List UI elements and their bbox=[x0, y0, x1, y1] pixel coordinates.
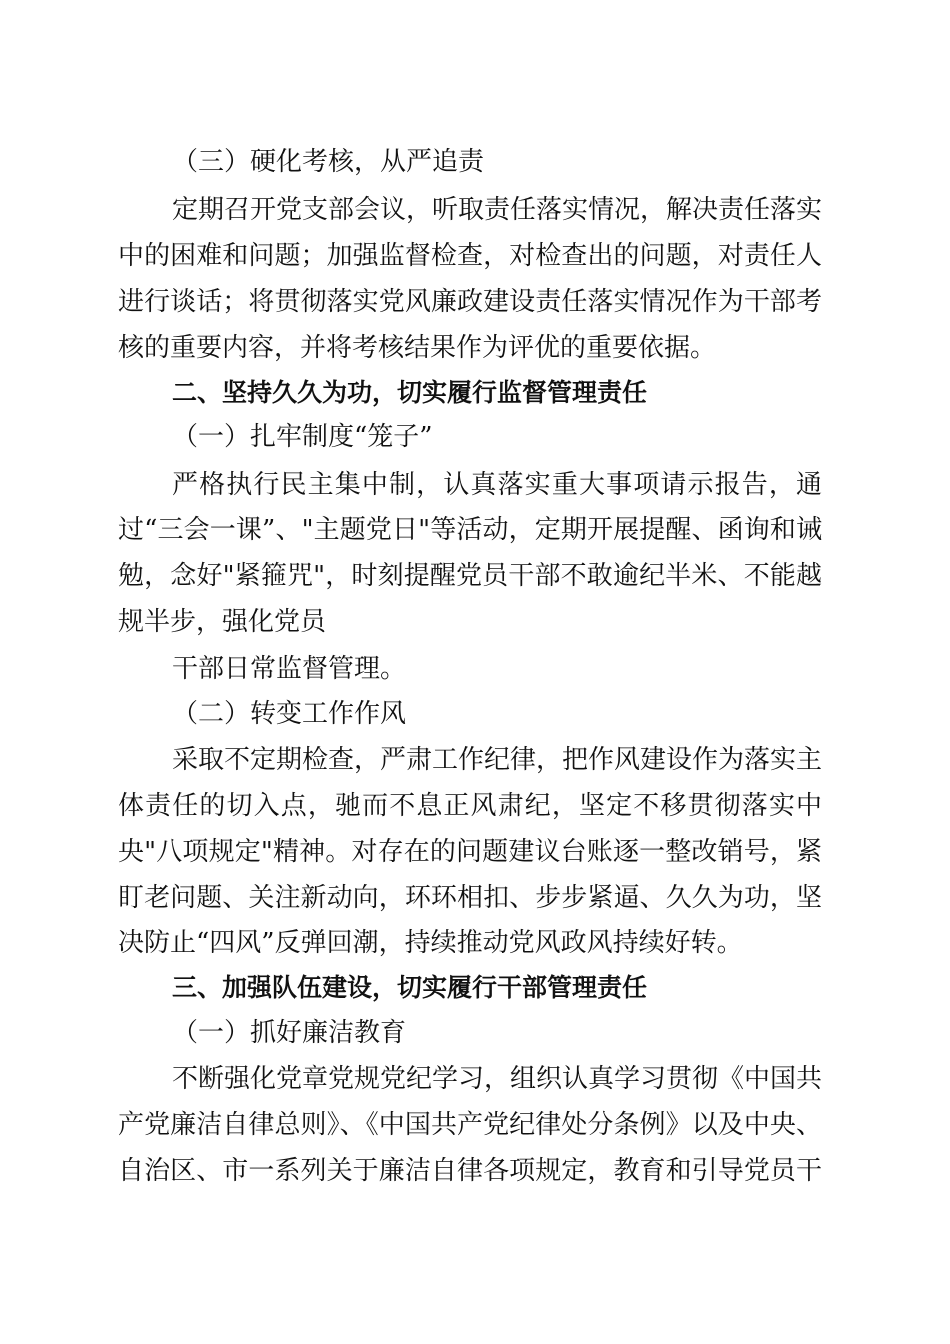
paragraph-line: 规半步，强化党员 bbox=[118, 607, 327, 637]
paragraph-line: 体责任的切入点，驰而不息正风肃纪，坚定不移贯彻落实中 bbox=[118, 791, 822, 821]
paragraph-line: 中的困难和问题；加强监督检查，对检查出的问题，对责任人 bbox=[118, 241, 822, 271]
paragraph-line: 定期召开党支部会议，听取责任落实情况，解决责任落实 bbox=[172, 195, 823, 225]
subheading-integrity-education: （一）抓好廉洁教育 bbox=[172, 1018, 407, 1048]
paragraph-line: 干部日常监督管理。 bbox=[172, 654, 407, 684]
paragraph-line: 央"八项规定"精神。对存在的问题建议台账逐一整改销号，紧 bbox=[118, 837, 822, 867]
section-heading-2: 二、坚持久久为功，切实履行监督管理责任 bbox=[172, 378, 648, 407]
paragraph-line: 产党廉洁自律总则》、《中国共产党纪律处分条例》以及中央、 bbox=[118, 1110, 822, 1140]
paragraph-line: 过“三会一课”、"主题党日"等活动，定期开展提醒、函询和诫 bbox=[118, 515, 822, 545]
paragraph-line: 不断强化党章党规党纪学习，组织认真学习贯彻《中国共 bbox=[172, 1064, 823, 1094]
paragraph-line: 决防止“四风”反弹回潮，持续推动党风政风持续好转。 bbox=[118, 928, 743, 958]
paragraph-line: 自治区、市一系列关于廉洁自律各项规定，教育和引导党员干 bbox=[118, 1156, 822, 1186]
paragraph-line: 严格执行民主集中制，认真落实重大事项请示报告，通 bbox=[172, 470, 822, 500]
paragraph-line: 核的重要内容，并将考核结果作为评优的重要依据。 bbox=[118, 333, 717, 363]
subheading-institution-cage: （一）扎牢制度“笼子” bbox=[172, 422, 433, 452]
subheading-work-style: （二）转变工作作风 bbox=[172, 699, 407, 729]
paragraph-line: 进行谈话；将贯彻落实党风廉政建设责任落实情况作为干部考 bbox=[118, 287, 822, 317]
section-heading-3: 三、加强队伍建设，切实履行干部管理责任 bbox=[172, 973, 648, 1002]
subheading-harden-assessment: （三）硬化考核，从严追责 bbox=[172, 147, 485, 177]
paragraph-line: 采取不定期检查，严肃工作纪律，把作风建设作为落实主 bbox=[172, 745, 823, 775]
paragraph-line: 盯老问题、关注新动向，环环相扣、步步紧逼、久久为功，坚 bbox=[118, 883, 822, 913]
paragraph-line: 勉，念好"紧箍咒"，时刻提醒党员干部不敢逾纪半米、不能越 bbox=[118, 561, 822, 591]
